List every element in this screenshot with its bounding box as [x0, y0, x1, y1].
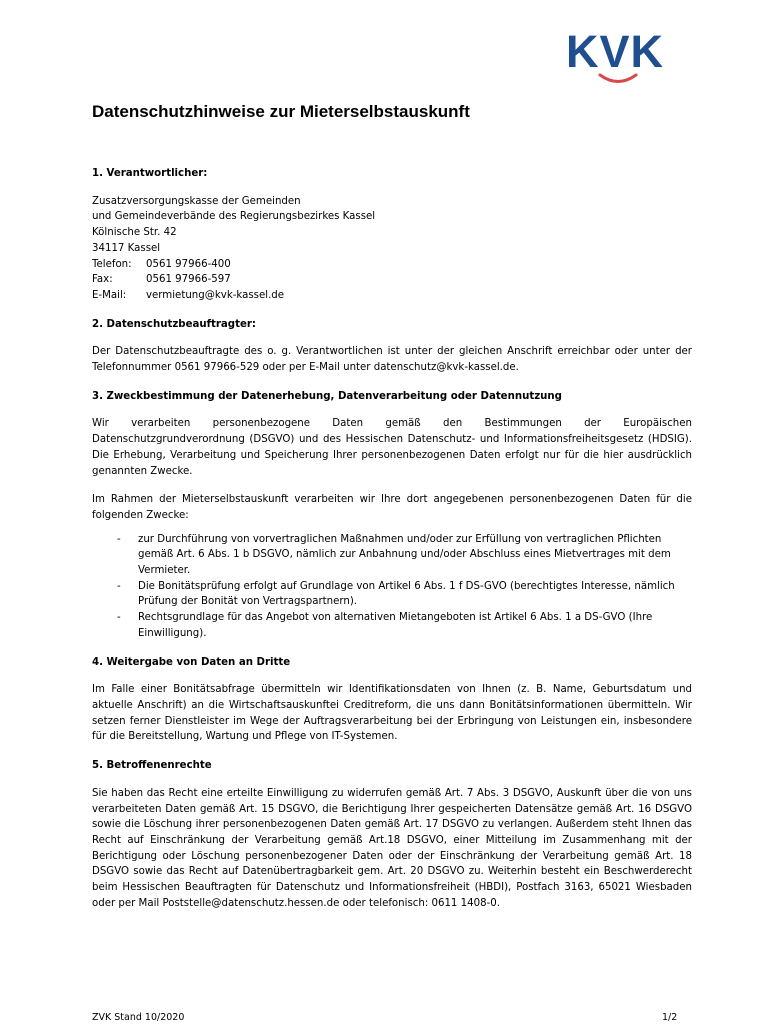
contact-label: E-Mail: — [92, 289, 127, 301]
section-heading-zweckbestimmung: 3. Zweckbestimmung der Datenerhebung, Datenverarbeitung oder Datennutzung — [92, 390, 562, 402]
list-item — [92, 610, 692, 641]
section-text: Der Datenschutzbeauftragte des o. g. Verantwortlichen ist unter der gleichen Anschrift erreichbar oder unter der Telefonnummer 0561 97966-529 oder per E-Mail unter datenschutz@kvk-kassel.de. — [92, 346, 692, 374]
footer-page-number: 1/2 — [662, 1012, 678, 1023]
footer-version: ZVK Stand 10/2020 — [92, 1012, 185, 1023]
contact-label: Fax: — [92, 274, 113, 286]
contact-row-email — [92, 288, 692, 304]
contact-row-phone — [92, 257, 692, 273]
section-heading-datenschutzbeauftragter: 2. Datenschutzbeauftragter: — [92, 318, 256, 330]
list-dash: - — [117, 580, 121, 592]
address-block — [92, 194, 692, 304]
document-title: Datenschutzhinweise zur Mieterselbstauskunft — [92, 102, 470, 121]
section-heading-betroffenenrechte: 5. Betroffenenrechte — [92, 760, 212, 772]
section-text: Im Falle einer Bonitätsabfrage übermitteln wir Identifikationsdaten von Ihnen (z. B. Name, Geburtsdatum und aktuelle Anschrift) an die Wirtschaftsauskunftei Creditreform, die uns dann Bonitätsinformationen übermitteln. Wir setzen ferner Dienstleister im Wege der Auftragsverarbeitung bei der Erbringung von Leistungen ein, insbesondere für die Bereitstellung, Wartung und Pflege von IT-Systemen. — [92, 684, 692, 743]
section-heading-verantwortlicher: 1. Verantwortlicher: — [92, 168, 208, 179]
purpose-list — [92, 532, 692, 642]
address-line: 34117 Kassel — [92, 242, 161, 254]
document-body — [92, 166, 692, 911]
section-text: Sie haben das Recht eine erteilte Einwilligung zu widerrufen gemäß Art. 7 Abs. 3 DSGVO, Auskunft über die von uns verarbeiteten Daten gemäß Art. 15 DSGVO, die Berichtigung Ihrer gespeicherten Datensätze gemäß Art. 16 DSGVO sowie die Löschung ihrer personenbezogenen Daten gemäß Art. 17 DSGVO zu verlangen. Außerdem steht Ihnen das Recht auf Einschränkung der Verarbeitung gemäß Art.18 DSGVO, einer Mitteilung im Zusammenhang mit der Berichtigung oder Löschung personenbezogener Daten oder der Einschränkung der Verarbeitung gemäß Art. 18 DSGVO sowie das Recht auf Datenübertragbarkeit gem. Art. 20 DSGVO zu. Weiterhin besteht ein Beschwerderecht beim Hessischen Beauftragten für Datenschutz und Informationsfreiheit (HBDI), Postfach 3163, 65021 Wiesbaden oder per Mail Poststelle@datenschutz.hessen.de oder telefonisch: 0611 1408-0. — [92, 787, 692, 909]
list-dash: - — [117, 533, 121, 545]
section-text: Wir verarbeiten personenbezogene Daten gemäß den Bestimmungen der Europäischen Datenschutzgrundverordnung (DSGVO) und des Hessischen Datenschutz- und Informationsfreiheitsgesetz (HDSIG). Die Erhebung, Verarbeitung und Speicherung Ihrer personenbezogenen Daten erfolgt nur für die hier ausdrücklich genannten Zwecke. — [92, 418, 692, 477]
logo-text: KVK — [566, 26, 665, 77]
section-heading-weitergabe: 4. Weitergabe von Daten an Dritte — [92, 656, 291, 668]
address-line: Kölnische Str. 42 — [92, 227, 177, 239]
contact-row-fax — [92, 272, 692, 288]
contact-value: 0561 97966-597 — [146, 274, 231, 286]
address-line: Zusatzversorgungskasse der Gemeinden — [92, 195, 301, 207]
contact-value: 0561 97966-400 — [146, 258, 231, 270]
list-item-text: Die Bonitätsprüfung erfolgt auf Grundlage von Artikel 6 Abs. 1 f DS-GVO (berechtigtes Interesse, nämlich Prüfung der Bonität von Vertragspartnern). — [138, 580, 675, 608]
kvk-logo — [566, 26, 670, 86]
list-item — [92, 579, 692, 610]
list-item — [92, 532, 692, 579]
logo-smile-icon — [566, 26, 670, 86]
contact-label: Telefon: — [92, 258, 132, 270]
list-dash: - — [117, 612, 121, 624]
address-line: und Gemeindeverbände des Regierungsbezirkes Kassel — [92, 211, 376, 223]
section-text: Im Rahmen der Mieterselbstauskunft verarbeiten wir Ihre dort angegebenen personenbezogenen Daten für die folgenden Zwecke: — [92, 494, 692, 521]
contact-value: vermietung@kvk-kassel.de — [146, 289, 285, 301]
list-item-text: zur Durchführung von vorvertraglichen Maßnahmen und/oder zur Erfüllung von vertraglichen Pflichten gemäß Art. 6 Abs. 1 b DSGVO, nämlich zur Anbahnung und/oder Abschluss eines Mietvertrages mit dem Vermieter. — [138, 533, 671, 577]
list-item-text: Rechtsgrundlage für das Angebot von alternativen Mietangeboten ist Artikel 6 Abs. 1 a DS-GVO (Ihre Einwilligung). — [138, 612, 653, 639]
